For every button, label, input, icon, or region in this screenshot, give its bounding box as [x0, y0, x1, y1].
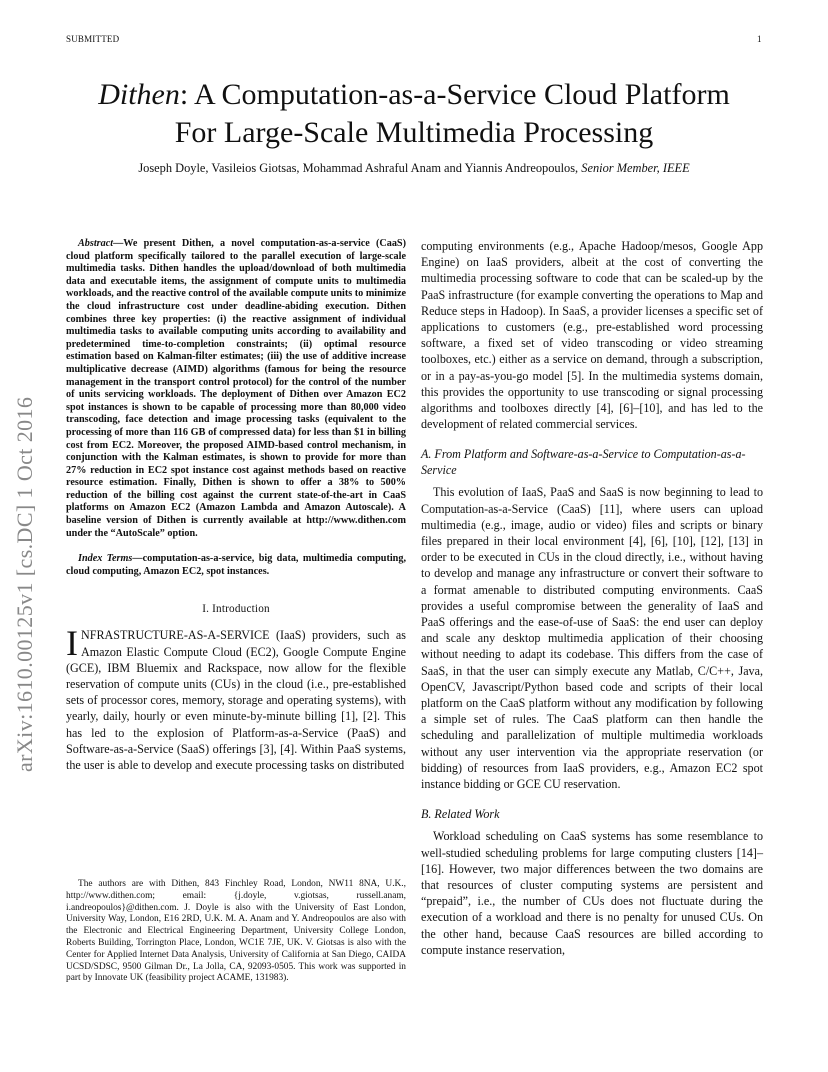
arxiv-stamp: arXiv:1610.00125v1 [cs.DC] 1 Oct 2016 [12, 396, 37, 772]
subsection-a-paragraph: This evolution of IaaS, PaaS and SaaS is now beginning to lead to Computation-as-a-Service (CaaS) [11], where users can upload multimedia (e.g., image, audio or video) files and scripts or binary files prepared in their local environment [4], [6], [10], [12], [13] in order to be executed in CUs in the cloud directly, i.e., without having to develop and manage any infrastructure or convert their software to a format amenable to distributed computing environments. CaaS provides a useful compromise between the generality of IaaS and PaaS offerings and the ease-of-use of SaaS: the end user can deploy and scale any desktop multimedia application of their choosing without needing to adapt its codebase. This differs from the case of SaaS, in that the user can simply execute any Matlab, C/C++, Java, OpenCV, Javascript/Python based code and scripts of their local platform on the CaaS platform without any modification by following a simple set of rules. The CaaS platform can then handle the scheduling and parallelization of multiple multimedia workloads without any user intervention via the appropriate reservation (or bidding) of resources from IaaS providers, e.g., Amazon EC2 spot instance bidding or GCE CU reservation. [421, 485, 763, 792]
subsection-heading-b: B. Related Work [421, 807, 500, 822]
paper-title-line2: For Large-Scale Multimedia Processing [174, 116, 654, 149]
paper-title-line1 [0, 76, 828, 114]
continued-paragraph: computing environments (e.g., Apache Hadoop/mesos, Google App Engine) on IaaS providers, albeit at the cost of converting the multimedia processing software to code that can be scaled-up by the PaaS infrastructure (for example converting the operations to Map and Reduce steps in Hadoop). In SaaS, a provider licenses a specific set of applications to customers (e.g., pre-established word processing software, a fixed set of video transcoding or video streaming toolboxes, etc.) either as a service on demand, through a subscription, or in a pay-as-you-go model [5]. In the multimedia systems domain, this provides the opportunity to use transcoding or signal processing algorithms and toolboxes directly [4], [6]–[10], and has led to the development of related commercial services. [421, 239, 763, 432]
right-column [421, 238, 763, 958]
left-column [66, 238, 406, 773]
running-header: SUBMITTED [66, 34, 120, 44]
abstract-label: Abstract [78, 238, 114, 249]
index-terms-label: Index Terms [78, 553, 133, 565]
subsection-heading-a: A. From Platform and Software-as-a-Service to Computation-as-a-Service [421, 447, 746, 478]
abstract-text: —We present Dithen, a novel computation-as-a-service (CaaS) cloud platform specifically tailored to the parallel execution of large-scale multimedia tasks. Dithen handles the upload/download of both multimedia data and executable items, the assignment of compute units to multimedia workloads, and the reactive control of the available compute units to minimize the cloud infrastructure cost under deadline-abiding execution. Dithen combines three key properties: (i) the reactive assignment of individual multimedia tasks to available computing units according to availability and predetermined time-to-completion constraints; (ii) optimal resource estimation based on Kalman-filter estimates; (iii) the use of additive increase multiplicative decrease (AIMD) algorithms (famous for being the resource management in the transport control protocol) for the control of the number of units servicing workloads. The deployment of Dithen over Amazon EC2 spot instances is shown to be capable of processing more than 80,000 video transcoding, face detection and image processing tasks (equivalent to the processing of more than 116 GB of compressed data) for less than $1 in billing cost from EC2. Moreover, the proposed AIMD-based control mechanism, in conjunction with the Kalman estimates, is shown to provide for more than 27% reduction in EC2 spot instance cost against methods based on reactive resource estimation. Finally, Dithen is shown to offer a 38% to 500% reduction of the billing cost against the current state-of-the-art in CaaS platforms on Amazon EC2 (Amazon Lambda and Amazon Autoscale). A baseline version of Dithen is currently available at http://www.dithen.com under the “AutoScale” option. [66, 238, 406, 539]
subsection-b-paragraph: Workload scheduling on CaaS systems has some resemblance to well-studied scheduling problems for large computing clusters [14]–[16]. However, two major differences between the two domains are that resources of cluster computing systems are persistent and “prepaid”, i.e., the number of CUs does not fluctuate during the execution of a workload and there is no penalty for unused CUs. On the other hand, because CaaS resources are billed according to compute instance reservation, [421, 829, 763, 957]
section-heading-introduction: I. Introduction [202, 603, 270, 616]
index-terms [66, 553, 406, 578]
abstract [66, 238, 406, 540]
intro-paragraph [66, 623, 406, 773]
title-dithen: Dithen [98, 78, 180, 111]
index-terms-text: —computation-as-a-service, big data, multimedia computing, cloud computing, Amazon EC2, spot instances. [66, 553, 406, 577]
author-list [0, 161, 828, 176]
title-line1-rest: : A Computation-as-a-Service Cloud Platform [179, 78, 730, 111]
author-names: Joseph Doyle, Vasileios Giotsas, Mohammad Ashraful Anam and Yiannis Andreopoulos, [138, 161, 579, 175]
author-role: Senior Member, IEEE [581, 161, 690, 175]
author-footnote: The authors are with Dithen, 843 Finchley Road, London, NW11 8NA, U.K., http://www.dithen.com; email: {j.doyle, v.giotsas, russell.anam, i.andreopoulos}@dithen.com. J. Doyle is also with the University of East London, University Way, London, E16 2RD, U.K. M. A. Anam and Y. Andreopoulos are also with the Electronic and Electrical Engineering Department, University College London, Roberts Building, Torrington Place, London, WC1E 7JE, UK. V. Giotsas is also with the Center for Applied Internet Data Analysis, University of California at San Diego, CAIDA UCSD/SDSC, 9500 Gilman Dr., La Jolla, CA, 92093-0505. This work was supported in part by Innovate UK (feasibility project ACAME, 131983). [66, 879, 406, 984]
page-number: 1 [757, 34, 762, 44]
intro-text: NFRASTRUCTURE-AS-A-SERVICE (IaaS) providers, such as Amazon Elastic Compute Cloud (EC2), Google Compute Engine (GCE), IBM Bluemix and Rackspace, now allow for the flexible reservation of compute units (CUs) in the cloud (i.e., pre-established sets of processor cores, memory, storage and operating systems), with yearly, daily, hourly or even minute-by-minute billing [1], [2]. This has led to the explosion of Platform-as-a-Service (PaaS) and Software-as-a-Service (SaaS) offerings [3], [4]. Within PaaS systems, the user is able to develop and execute processing tasks on distributed [66, 628, 406, 773]
drop-cap: I [66, 623, 78, 664]
